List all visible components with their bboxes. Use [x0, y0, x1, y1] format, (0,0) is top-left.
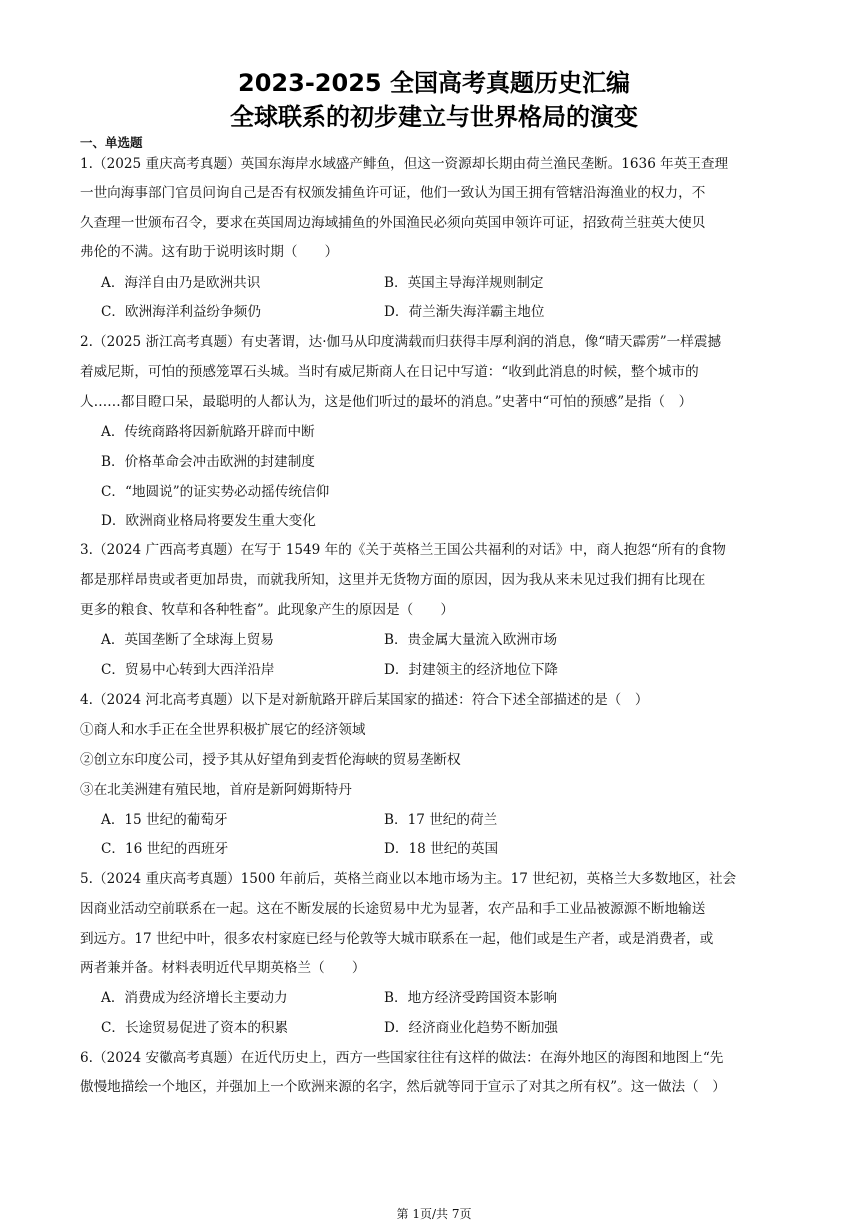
question-5-line-2: 因商业活动空前联系在一起。这在不断发展的长途贸易中尤为显著，农产品和手工业品被源源不断地输送	[80, 901, 706, 917]
question-3-line-2: 都是那样昂贵或者更加昂贵，而就我所知，这里并无货物方面的原因，因为我从来未见过我们拥有比现在	[80, 572, 706, 588]
question-1-option-a: A．海洋自由乃是欧洲共识	[101, 275, 261, 291]
question-1-option-d: D．荷兰渐失海洋霸主地位	[384, 304, 545, 320]
question-3-option-d: D．封建领主的经济地位下降	[384, 662, 559, 678]
page-title-line1: 2023-2025 全国高考真题历史汇编	[238, 69, 630, 97]
question-1-line-4: 弗伦的不满。这有助于说明该时期（ ）	[80, 244, 339, 260]
question-2-line-1: 2.（2025 浙江高考真题）有史著谓，达·伽马从印度满载而归获得丰厚利润的消息，像“晴天霹雳”一样震撼	[80, 334, 722, 350]
question-5-option-a: A．消费成为经济增长主要动力	[101, 990, 288, 1006]
question-5-option-b: B．地方经济受跨国资本影响	[384, 990, 558, 1006]
question-5-line-3: 到远方。17 世纪中叶，很多农村家庭已经与伦敦等大城市联系在一起，他们或是生产者，或是消费者，或	[80, 931, 714, 947]
question-3-line-1: 3.（2024 广西高考真题）在写于 1549 年的《关于英格兰王国公共福利的对话》中，商人抱怨“所有的食物	[80, 542, 726, 558]
question-1-line-3: 久查理一世颁布召令，要求在英国周边海域捕鱼的外国渔民必须向英国申领许可证，招致荷兰驻英大使贝	[80, 215, 706, 231]
question-4-line-2: ①商人和水手正在全世界积极扩展它的经济领域	[80, 722, 366, 738]
question-1-line-1: 1.（2025 重庆高考真题）英国东海岸水域盛产鲱鱼，但这一资源却长期由荷兰渔民垄断。1636 年英王查理	[80, 156, 729, 172]
question-2-line-2: 着威尼斯，可怕的预感笼罩石头城。当时有威尼斯商人在日记中写道：“收到此消息的时候，整个城市的	[80, 364, 699, 380]
question-4-line-4: ③在北美洲建有殖民地，首府是新阿姆斯特丹	[80, 782, 352, 798]
question-6-line-1: 6.（2024 安徽高考真题）在近代历史上，西方一些国家往往有这样的做法：在海外地区的海图和地图上“先	[80, 1050, 724, 1066]
question-3-option-a: A．英国垄断了全球海上贸易	[101, 632, 274, 648]
question-3-line-3: 更多的粮食、牧草和各种牲畜”。此现象产生的原因是（ ）	[80, 602, 454, 618]
question-6-line-2: 傲慢地描绘一个地区，并强加上一个欧洲来源的名字，然后就等同于宣示了对其之所有权”。这一做法（ ）	[80, 1079, 726, 1095]
question-5-line-1: 5.（2024 重庆高考真题）1500 年前后，英格兰商业以本地市场为主。17 世纪初，英格兰大多数地区，社会	[80, 871, 737, 887]
question-4-line-1: 4.（2024 河北高考真题）以下是对新航路开辟后某国家的描述：符合下述全部描述的是（ ）	[80, 692, 649, 708]
question-1-line-2: 一世向海事部门官员问询自己是否有权颁发捕鱼许可证，他们一致认为国王拥有管辖沿海渔业的权力，不	[80, 185, 706, 201]
question-2-option-d: D．欧洲商业格局将要发生重大变化	[101, 513, 316, 529]
question-4-option-c: C．16 世纪的西班牙	[101, 841, 229, 857]
section-heading: 一、单选题	[80, 135, 143, 150]
question-5-line-4: 两者兼并备。材料表明近代早期英格兰（ ）	[80, 960, 366, 976]
question-4-option-a: A．15 世纪的葡萄牙	[101, 812, 228, 828]
question-3-option-b: B．贵金属大量流入欧洲市场	[384, 632, 558, 648]
question-5-option-c: C．长途贸易促进了资本的积累	[101, 1020, 289, 1036]
question-2-option-a: A．传统商路将因新航路开辟而中断	[101, 424, 315, 440]
question-4-line-3: ②创立东印度公司，授予其从好望角到麦哲伦海峡的贸易垄断权	[80, 752, 461, 768]
question-4-option-d: D．18 世纪的英国	[384, 841, 499, 857]
question-1-option-b: B．英国主导海洋规则制定	[384, 275, 544, 291]
question-2-option-c: C．“地圆说”的证实势必动摇传统信仰	[101, 484, 330, 500]
question-4-option-b: B．17 世纪的荷兰	[384, 812, 498, 828]
question-1-option-c: C．欧洲海洋利益纷争频仍	[101, 304, 261, 320]
page-title-line2: 全球联系的初步建立与世界格局的演变	[230, 103, 638, 131]
question-2-option-b: B．价格革命会冲击欧洲的封建制度	[101, 454, 315, 470]
page-number: 第 1页/共 7页	[396, 1207, 472, 1221]
question-5-option-d: D．经济商业化趋势不断加强	[384, 1020, 559, 1036]
question-2-line-3: 人……都目瞪口呆，最聪明的人都认为，这是他们听过的最坏的消息。”史著中“可怕的预感”是指（ ）	[80, 394, 693, 410]
question-3-option-c: C．贸易中心转到大西洋沿岸	[101, 662, 275, 678]
